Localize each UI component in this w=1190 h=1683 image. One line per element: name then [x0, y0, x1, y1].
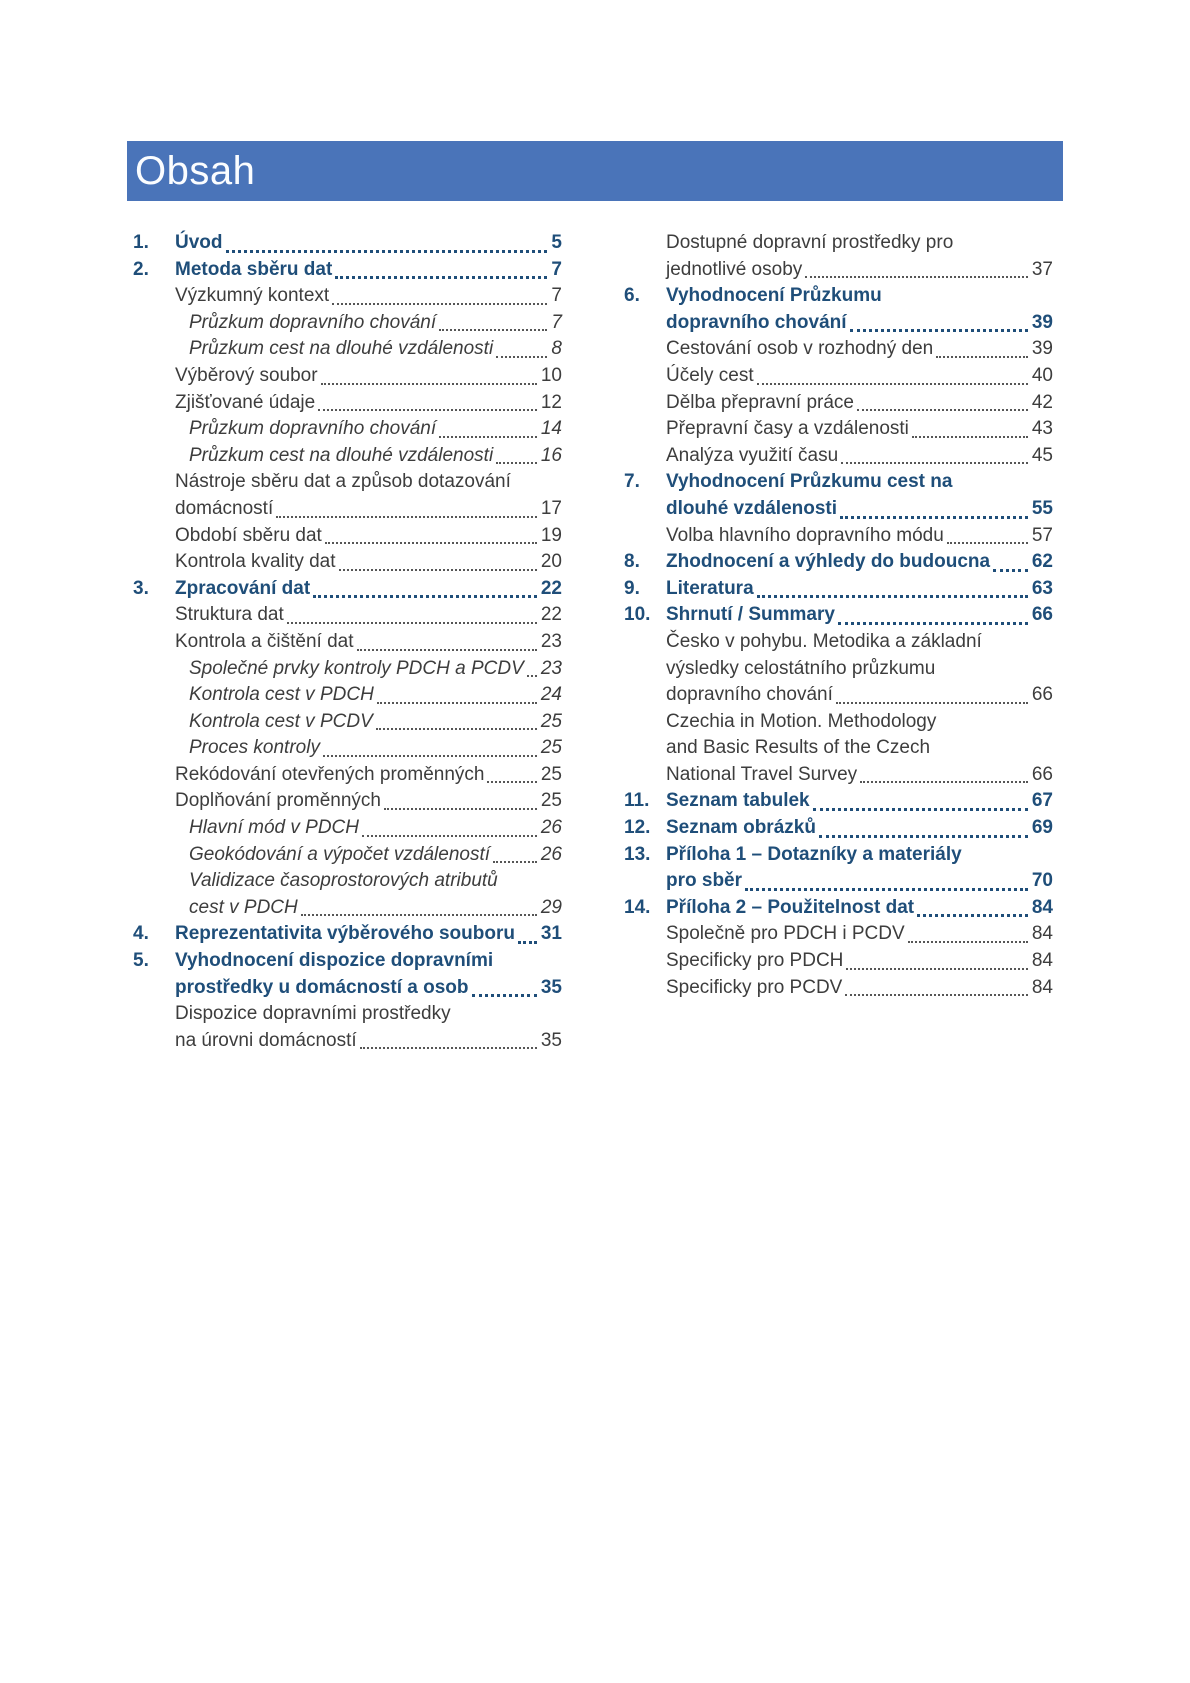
toc-entry[interactable] [133, 310, 562, 337]
toc-entry-lastline [666, 602, 1053, 629]
toc-entry-page: 7 [551, 285, 562, 307]
dot-leader [947, 542, 1028, 544]
toc-entry-label: Průzkum cest na dlouhé vzdálenosti [189, 444, 494, 466]
dot-leader [226, 250, 548, 253]
toc-entry-label: Dispozice dopravními prostředky [175, 1003, 451, 1025]
toc-entry-lastline [666, 257, 1053, 284]
toc-entry-page: 25 [540, 790, 562, 812]
toc-entry-lastline [175, 257, 562, 284]
toc-entry-label: Rekódování otevřených proměnných [175, 763, 485, 785]
toc-entry-lastline [666, 921, 1053, 948]
toc-entry-number: 5. [133, 950, 149, 972]
toc-entry-number: 6. [624, 285, 640, 307]
toc-entry[interactable] [133, 868, 562, 921]
toc-entry-label: Kontrola cest v PCDV [189, 710, 373, 732]
toc-entry-lastline [666, 443, 1053, 470]
toc-entry-page: 25 [540, 737, 562, 759]
toc-entry[interactable] [133, 523, 562, 550]
toc-entry-label: Průzkum cest na dlouhé vzdálenosti [189, 338, 494, 360]
toc-entry-label: Czechia in Motion. Methodology [666, 710, 937, 732]
toc-entry-label: pro sběr [666, 870, 743, 892]
toc-entry[interactable] [624, 975, 1053, 1002]
dot-leader [323, 755, 537, 757]
toc-entry-lastline [175, 975, 562, 1002]
toc-entry-label: Specificky pro PDCH [666, 950, 844, 972]
toc-entry[interactable] [624, 469, 1053, 522]
dot-leader [841, 462, 1028, 464]
toc-entry-lastline [189, 895, 562, 922]
dot-leader [757, 595, 1028, 598]
toc-entry-label: dlouhé vzdálenosti [666, 497, 838, 519]
toc-entry[interactable] [624, 576, 1053, 603]
dot-leader [362, 835, 537, 837]
toc-entry[interactable] [624, 363, 1053, 390]
toc-entry[interactable] [133, 788, 562, 815]
toc-entry-lastline [666, 310, 1053, 337]
toc-entry-label: Shrnutí / Summary [666, 604, 835, 626]
dot-leader [376, 728, 537, 730]
toc-entry-label: Dělba přepravní práce [666, 391, 854, 413]
toc-entry-lastline [175, 363, 562, 390]
toc-entry[interactable] [624, 842, 1053, 895]
toc-entry-label: Seznam tabulek [666, 790, 810, 812]
toc-entry-page: 66 [1031, 604, 1053, 626]
toc-entry-lastline [175, 629, 562, 656]
toc-entry-label: Účely cest [666, 364, 754, 386]
toc-entry[interactable] [133, 549, 562, 576]
dot-leader [439, 436, 537, 438]
toc-entry-page: 7 [551, 311, 562, 333]
toc-entry-label: Kontrola cest v PDCH [189, 684, 374, 706]
toc-entry[interactable] [133, 363, 562, 390]
toc-entry-label: výsledky celostátního průzkumu [666, 657, 936, 679]
toc-entry[interactable] [133, 416, 562, 443]
dot-leader [487, 781, 536, 783]
dot-leader [439, 329, 547, 331]
toc-entry-lastline [175, 230, 562, 257]
toc-entry-lastline [666, 788, 1053, 815]
toc-entry-page: 66 [1031, 684, 1053, 706]
toc-entry-page: 22 [540, 604, 562, 626]
toc-entry[interactable] [624, 788, 1053, 815]
toc-entry-lastline [189, 443, 562, 470]
dot-leader [301, 914, 537, 916]
toc-entry-lastline [189, 842, 562, 869]
toc-entry-label: Vyhodnocení Průzkumu cest na [666, 471, 953, 493]
toc-entry-lastline [175, 921, 562, 948]
toc-entry-lastline [175, 523, 562, 550]
dot-leader [860, 781, 1028, 783]
toc-entry-label: Analýza využití času [666, 444, 839, 466]
toc-entry-lastline [175, 788, 562, 815]
toc-entry-page: 63 [1031, 577, 1053, 599]
toc-entry-page: 66 [1031, 763, 1053, 785]
toc-entry-label: Úvod [175, 232, 223, 253]
toc-column-left [133, 230, 562, 1054]
dot-leader [908, 941, 1028, 943]
toc-entry-lastline [666, 336, 1053, 363]
toc-entry[interactable] [133, 921, 562, 948]
toc-entry-page: 25 [540, 763, 562, 785]
toc-entry-label: Společně pro PDCH i PCDV [666, 923, 905, 945]
toc-entry-label: dopravního chování [666, 311, 847, 333]
dot-leader [496, 462, 537, 464]
toc-entry-label: Kontrola kvality dat [175, 551, 336, 573]
toc-entry-number: 3. [133, 577, 149, 599]
toc-entry-number: 10. [624, 604, 651, 626]
dot-leader [325, 542, 537, 544]
toc-entry-page: 22 [540, 577, 562, 599]
toc-entry-lastline [189, 709, 562, 736]
toc-entry-label: Dostupné dopravní prostředky pro [666, 232, 954, 253]
dot-leader [518, 941, 537, 944]
toc-entry-number: 12. [624, 817, 651, 839]
page-title-bar [127, 141, 1063, 201]
toc-entry[interactable] [624, 390, 1053, 417]
toc-entry[interactable] [624, 416, 1053, 443]
toc-entry-page: 45 [1031, 444, 1053, 466]
toc-entry-label: Příloha 1 – Dotazníky a materiály [666, 843, 962, 865]
toc-entry[interactable] [133, 1001, 562, 1054]
toc-entry-lastline [175, 762, 562, 789]
toc-entry-page: 17 [540, 497, 562, 519]
toc-entry-number: 4. [133, 923, 149, 945]
toc-entry-page: 84 [1031, 976, 1053, 998]
toc-entry[interactable] [133, 629, 562, 656]
toc-entry-page: 84 [1031, 923, 1053, 945]
toc-entry-label: cest v PDCH [189, 896, 298, 918]
dot-leader [813, 808, 1028, 811]
toc-entry[interactable] [133, 682, 562, 709]
dot-leader [313, 595, 537, 598]
dot-leader [318, 409, 537, 411]
toc-entry-page: 39 [1031, 338, 1053, 360]
dot-leader [757, 383, 1028, 385]
toc-entry[interactable] [133, 230, 562, 257]
toc-entry-page: 84 [1031, 950, 1053, 972]
dot-leader [357, 649, 537, 651]
dot-leader [287, 622, 537, 624]
toc-columns [133, 230, 1053, 1054]
toc-entry-label: National Travel Survey [666, 763, 858, 785]
toc-entry[interactable] [624, 230, 1053, 283]
dot-leader [819, 835, 1028, 838]
toc-entry-label: Přepravní časy a vzdálenosti [666, 418, 909, 440]
dot-leader [912, 436, 1028, 438]
toc-entry[interactable] [624, 523, 1053, 550]
toc-entry-number: 2. [133, 258, 149, 280]
dot-leader [840, 516, 1028, 519]
toc-entry-label: Zjišťované údaje [175, 391, 316, 413]
toc-entry-label: Příloha 2 – Použitelnost dat [666, 896, 915, 918]
toc-entry[interactable] [624, 815, 1053, 842]
toc-entry-label: na úrovni domácností [175, 1029, 357, 1051]
toc-entry[interactable] [133, 656, 562, 683]
toc-entry-lastline [666, 815, 1053, 842]
toc-entry-page: 19 [540, 524, 562, 546]
toc-entry[interactable] [133, 336, 562, 363]
dot-leader [846, 968, 1027, 970]
toc-entry[interactable] [624, 895, 1053, 922]
toc-entry-label: Reprezentativita výběrového souboru [175, 923, 515, 945]
toc-entry-page: 37 [1031, 258, 1053, 280]
toc-entry-label: Zpracování dat [175, 577, 311, 599]
toc-entry-page: 26 [540, 843, 562, 865]
toc-entry[interactable] [624, 443, 1053, 470]
toc-entry-label: Geokódování a výpočet vzdáleností [189, 843, 491, 865]
toc-entry-number: 1. [133, 232, 149, 253]
toc-entry-page: 24 [540, 684, 562, 706]
dot-leader [527, 675, 537, 677]
toc-entry-page: 62 [1031, 551, 1053, 573]
toc-entry[interactable] [624, 549, 1053, 576]
dot-leader [472, 994, 537, 997]
toc-entry-page: 12 [540, 391, 562, 413]
toc-entry[interactable] [133, 390, 562, 417]
toc-entry-label: Období sběru dat [175, 524, 322, 546]
toc-entry-number: 9. [624, 577, 640, 599]
toc-entry[interactable] [133, 469, 562, 522]
dot-leader [845, 994, 1028, 996]
toc-entry[interactable] [624, 602, 1053, 629]
toc-entry[interactable] [133, 815, 562, 842]
toc-entry-label: Doplňování proměnných [175, 790, 381, 812]
dot-leader [805, 276, 1028, 278]
dot-leader [936, 356, 1028, 358]
dot-leader [360, 1047, 537, 1049]
toc-entry-page: 40 [1031, 364, 1053, 386]
toc-entry-page: 35 [540, 976, 562, 998]
toc-entry-label: Volba hlavního dopravního módu [666, 524, 944, 546]
toc-entry-label: domácností [175, 497, 274, 519]
toc-entry-lastline [175, 602, 562, 629]
toc-entry-label: Specificky pro PCDV [666, 976, 843, 998]
dot-leader [377, 702, 537, 704]
toc-entry-lastline [666, 416, 1053, 443]
dot-leader [850, 329, 1028, 332]
toc-entry-label: Hlavní mód v PDCH [189, 817, 359, 839]
dot-leader [857, 409, 1028, 411]
toc-entry-page: 8 [551, 338, 562, 360]
toc-entry-label: Průzkum dopravního chování [189, 311, 437, 333]
dot-leader [332, 303, 547, 305]
dot-leader [335, 276, 547, 279]
toc-entry-lastline [666, 762, 1053, 789]
toc-entry-lastline [666, 496, 1053, 523]
toc-entry-lastline [666, 549, 1053, 576]
dot-leader [276, 516, 537, 518]
toc-entry-lastline [666, 523, 1053, 550]
toc-entry-label: Metoda sběru dat [175, 258, 333, 280]
dot-leader [496, 356, 547, 358]
toc-entry-lastline [175, 549, 562, 576]
toc-entry-label: dopravního chování [666, 684, 833, 706]
toc-entry-lastline [189, 656, 562, 683]
toc-entry-label: Společné prvky kontroly PDCH a PCDV [189, 657, 524, 679]
toc-entry-label: Průzkum dopravního chování [189, 418, 437, 440]
toc-entry[interactable] [133, 576, 562, 603]
toc-entry[interactable] [624, 336, 1053, 363]
toc-entry-lastline [189, 336, 562, 363]
toc-entry-lastline [666, 975, 1053, 1002]
toc-entry-page: 31 [540, 923, 562, 945]
toc-entry-page: 10 [540, 364, 562, 386]
toc-entry-label: and Basic Results of the Czech [666, 737, 931, 759]
toc-entry-page: 16 [540, 444, 562, 466]
toc-entry-label: Cestování osob v rozhodný den [666, 338, 934, 360]
toc-entry-page: 57 [1031, 524, 1053, 546]
toc-entry-page: 29 [540, 896, 562, 918]
toc-entry-lastline [189, 735, 562, 762]
toc-entry[interactable] [624, 948, 1053, 975]
toc-entry[interactable] [133, 283, 562, 310]
toc-entry-page: 5 [551, 232, 562, 253]
dot-leader [838, 622, 1028, 625]
toc-entry-page: 70 [1031, 870, 1053, 892]
toc-entry-page: 43 [1031, 418, 1053, 440]
toc-entry-label: Nástroje sběru dat a způsob dotazování [175, 471, 511, 493]
toc-entry-label: Vyhodnocení Průzkumu [666, 285, 882, 307]
dot-leader [993, 569, 1028, 572]
toc-entry-label: Výzkumný kontext [175, 285, 330, 307]
toc-entry-page: 35 [540, 1029, 562, 1051]
dot-leader [836, 702, 1028, 704]
toc-entry-label: Seznam obrázků [666, 817, 816, 839]
toc-entry[interactable] [133, 709, 562, 736]
toc-entry-page: 7 [551, 258, 562, 280]
toc-entry-label: prostředky u domácností a osob [175, 976, 469, 998]
dot-leader [339, 569, 537, 571]
toc-entry-page: 42 [1031, 391, 1053, 413]
toc-entry-number: 11. [624, 790, 650, 812]
toc-entry-lastline [189, 310, 562, 337]
toc-entry-page: 23 [540, 657, 562, 679]
toc-entry-lastline [666, 948, 1053, 975]
page-title: Obsah [135, 148, 256, 193]
toc-entry-label: Výběrový soubor [175, 364, 318, 386]
toc-entry[interactable] [624, 629, 1053, 709]
toc-entry-page: 14 [540, 418, 562, 440]
toc-entry-page: 20 [540, 551, 562, 573]
toc-entry-label: Validizace časoprostorových atributů [189, 870, 498, 892]
toc-entry-label: Proces kontroly [189, 737, 320, 759]
dot-leader [321, 383, 537, 385]
toc-entry[interactable] [133, 948, 562, 1001]
dot-leader [384, 808, 537, 810]
toc-column-right [624, 230, 1053, 1001]
toc-entry-label: Literatura [666, 577, 754, 599]
toc-entry-lastline [666, 868, 1053, 895]
toc-entry-page: 84 [1031, 896, 1053, 918]
dot-leader [493, 861, 537, 863]
toc-entry-page: 23 [540, 630, 562, 652]
toc-entry-lastline [666, 895, 1053, 922]
toc-entry-lastline [666, 576, 1053, 603]
toc-entry-lastline [175, 576, 562, 603]
toc-entry-lastline [175, 390, 562, 417]
toc-entry[interactable] [624, 283, 1053, 336]
toc-entry-label: Zhodnocení a výhledy do budoucna [666, 551, 991, 573]
toc-entry[interactable] [133, 257, 562, 284]
toc-entry[interactable] [133, 842, 562, 869]
toc-entry-lastline [189, 682, 562, 709]
toc-entry-number: 14. [624, 896, 651, 918]
toc-entry[interactable] [133, 762, 562, 789]
toc-entry-lastline [666, 682, 1053, 709]
toc-entry-lastline [175, 283, 562, 310]
toc-entry-page: 67 [1031, 790, 1053, 812]
toc-entry-lastline [189, 815, 562, 842]
toc-entry-number: 8. [624, 551, 640, 573]
toc-entry-page: 69 [1031, 817, 1053, 839]
toc-entry[interactable] [133, 735, 562, 762]
toc-entry-lastline [666, 390, 1053, 417]
toc-entry-label: jednotlivé osoby [666, 258, 803, 280]
toc-entry-page: 25 [540, 710, 562, 732]
toc-entry[interactable] [133, 602, 562, 629]
toc-entry-lastline [189, 416, 562, 443]
toc-entry-label: Kontrola a čištění dat [175, 630, 354, 652]
toc-entry-page: 55 [1031, 497, 1053, 519]
dot-leader [917, 914, 1028, 917]
toc-entry-number: 13. [624, 843, 651, 865]
toc-entry-page: 26 [540, 817, 562, 839]
toc-entry-lastline [175, 1028, 562, 1055]
toc-entry[interactable] [624, 921, 1053, 948]
toc-entry-number: 7. [624, 471, 640, 493]
toc-entry-page: 39 [1031, 311, 1053, 333]
toc-entry-label: Struktura dat [175, 604, 284, 626]
toc-entry-lastline [666, 363, 1053, 390]
toc-entry[interactable] [624, 709, 1053, 789]
toc-entry-label: Vyhodnocení dispozice dopravními [175, 950, 494, 972]
toc-entry-label: Česko v pohybu. Metodika a základní [666, 630, 982, 652]
toc-entry[interactable] [133, 443, 562, 470]
dot-leader [745, 888, 1028, 891]
toc-entry-lastline [175, 496, 562, 523]
